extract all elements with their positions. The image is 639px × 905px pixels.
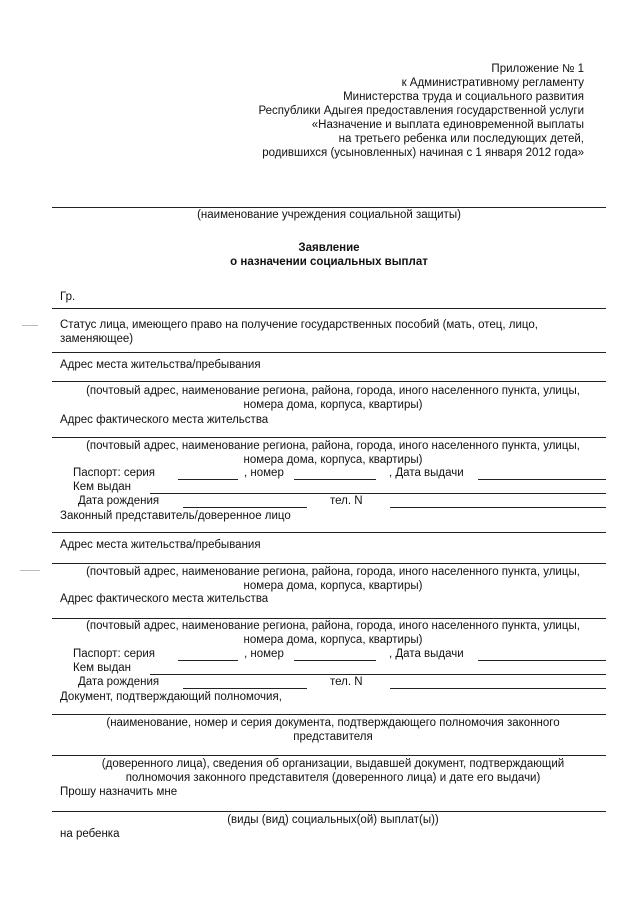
phone-field[interactable] [390,507,606,508]
rep-actual-address-label: Адрес фактического места жительства [60,593,269,605]
payment-types-caption: (виды (вид) социальных(ой) выплат(ы)) [227,814,439,826]
residence-label: Адрес места жительства/пребывания [60,359,261,371]
issuing-organization-field[interactable] [52,755,606,756]
header-line: на третьего ребенка или последующих детей, [338,133,584,145]
address-caption-cont: номера дома, корпуса, квартиры) [243,580,423,592]
document-title: Заявление [298,242,360,254]
issue-date-label: , Дата выдачи [389,467,464,479]
address-caption: (почтовый адрес, наименование региона, района, города, иного населенного пункта, улицы, [86,440,580,452]
citizen-name-field[interactable] [52,308,606,309]
appendix-title: Приложение № 1 [491,63,584,75]
address-caption: (почтовый адрес, наименование региона, района, города, иного населенного пункта, улицы, [86,566,580,578]
rep-passport-number-field[interactable] [294,660,376,661]
organization-caption: (доверенного лица), сведения об организации, выдавшей документ, подтверждающий [101,758,565,770]
issued-by-label: Кем выдан [73,481,132,493]
request-label: Прошу назначить мне [60,786,178,798]
passport-series-field[interactable] [178,479,238,480]
rep-phone-field[interactable] [390,688,606,689]
passport-number-label: , номер [244,467,284,479]
status-field[interactable] [52,352,606,353]
address-caption-cont: номера дома, корпуса, квартиры) [243,454,423,466]
representative-field[interactable] [52,532,606,533]
issue-date-field[interactable] [478,479,606,480]
rep-passport-number-label: , номер [244,648,284,660]
document-subtitle: о назначении социальных выплат [230,256,428,268]
scan-mark [20,570,40,571]
organization-caption-cont: полномочия законного представителя (доверенного лица) и дате его выдачи) [125,772,541,784]
passport-number-field[interactable] [294,479,376,480]
address-caption-cont: номера дома, корпуса, квартиры) [243,399,423,411]
authority-document-field[interactable] [52,714,606,715]
birth-date-field[interactable] [183,507,307,508]
status-label: Статус лица, имеющего право на получение государственных пособий (мать, отец, лицо, [60,319,538,331]
institution-caption: (наименование учреждения социальной защиты) [197,209,461,221]
rep-birth-date-label: Дата рождения [78,676,160,688]
citizen-label: Гр. [60,291,76,303]
address-caption: (почтовый адрес, наименование региона, района, города, иного населенного пункта, улицы, [86,620,580,632]
rep-issue-date-label: , Дата выдачи [389,648,464,660]
child-label: на ребенка [60,828,120,840]
status-label-cont: заменяющее) [60,333,134,345]
document-caption-cont: представителя [293,731,373,743]
issued-by-field[interactable] [150,493,606,494]
rep-passport-series-label: Паспорт: серия [73,648,156,660]
birth-date-label: Дата рождения [78,495,160,507]
rep-residence-field[interactable] [52,563,606,564]
header-line: к Административному регламенту [401,77,584,89]
address-caption-cont: номера дома, корпуса, квартиры) [243,634,423,646]
rep-issued-by-field[interactable] [150,674,606,675]
header-line: Министерства труда и социального развития [343,91,584,103]
header-line: родившихся (усыновленных) начиная с 1 января 2012 года» [262,147,584,159]
scan-mark [22,325,38,326]
rep-birth-date-field[interactable] [183,688,307,689]
actual-address-field[interactable] [52,437,606,438]
representative-label: Законный представитель/доверенное лицо [60,510,291,522]
payment-types-field[interactable] [52,811,606,812]
actual-address-label: Адрес фактического места жительства [60,414,269,426]
phone-label: тел. N [330,495,363,507]
rep-phone-label: тел. N [330,676,363,688]
authority-document-label: Документ, подтверждающий полномочия, [60,691,282,703]
rep-residence-label: Адрес места жительства/пребывания [60,539,261,551]
rep-passport-series-field[interactable] [178,660,238,661]
document-caption: (наименование, номер и серия документа, подтверждающего полномочия законного [106,717,560,729]
residence-field[interactable] [52,381,606,382]
rep-issue-date-field[interactable] [478,660,606,661]
header-line: Республики Адыгея предоставления государственной услуги [258,105,584,117]
header-line: «Назначение и выплата единовременной выплаты [311,119,584,131]
address-caption: (почтовый адрес, наименование региона, района, города, иного населенного пункта, улицы, [86,385,580,397]
rep-issued-by-label: Кем выдан [73,662,132,674]
passport-series-label: Паспорт: серия [73,467,156,479]
